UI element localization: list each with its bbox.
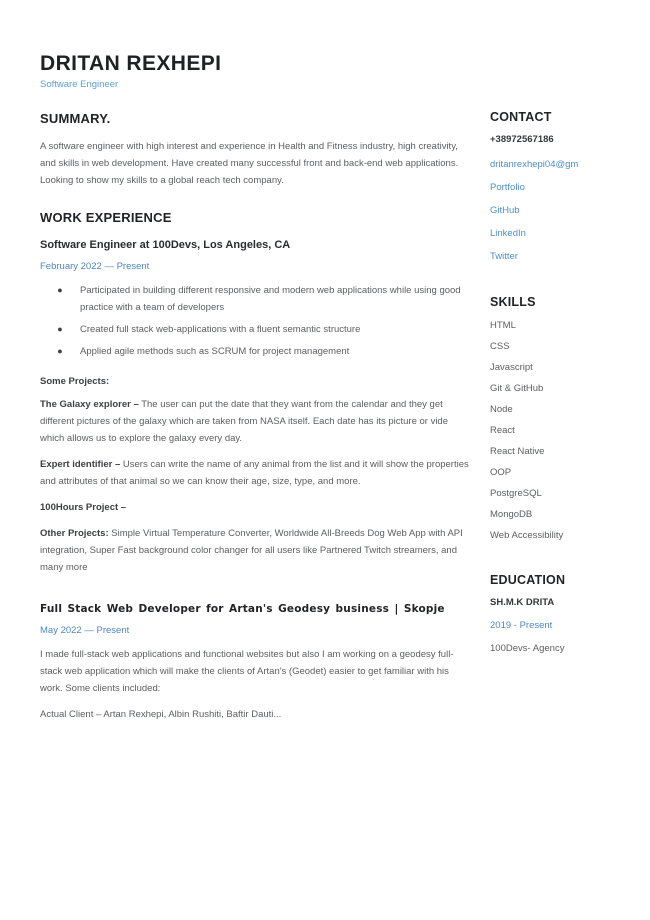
skill-item-mongodb: MongoDB [490,509,533,520]
project-text: Users can write the name of any animal from the list and it will show the properties and attributes of that animal so we can know their age, size, type, and more. [40,459,469,488]
some-projects-label: Some Projects: [40,376,110,388]
job1-title: Software Engineer at 100Devs, Los Angeles, CA [40,239,291,252]
job2-description: I made full-stack web applications and functional websites but also I am working on a geodesy full-stack web application which will make the clients of Artan's (Geodet) easier to get familiar with his work. Some clients included: [40,649,454,695]
project-text: The user can put the date that they want from the calendar and they get different pictures of the galaxy which are taken from NASA itself. Each date has its picture or vide which allows us to explore the galaxy every day. [40,399,449,445]
bullet-text: Participated in building different responsive and modern web applications while using good practice with a team of developers [80,285,461,314]
summary-text: A software engineer with high interest and experience in Health and Fitness industry, high creativity, and skills in web development. Have created many successful front and back-end web applications. Looking to show my skills to a global reach tech company. [40,141,459,187]
skill-item-react-native: React Native [490,446,545,457]
skill-item-css: CSS [490,341,510,352]
project-label: 100Hours Project – [40,502,127,514]
education-dates: 2019 - Present [490,620,553,631]
job2-title: Full Stack Web Developer for Artan's Geodesy business | Skopje [40,603,445,616]
portfolio-link[interactable]: Portfolio [490,182,525,193]
candidate-title: Software Engineer [40,79,119,91]
skill-item-oop: OOP [490,467,512,478]
job1-dates: February 2022 — Present [40,261,150,273]
skill-item-javascript: Javascript [490,362,533,373]
sidebar-column [490,110,648,920]
email-link[interactable]: dritanrexhepi04@gm [490,159,579,170]
project-expert-identifier [40,456,474,490]
bullet-icon: ● [57,324,63,335]
skills-section [490,295,648,543]
linkedin-link[interactable]: LinkedIn [490,228,526,239]
bullet-text: Created full stack web-applications with a fluent semantic structure [80,324,361,336]
project-100hours [40,499,474,516]
skill-item-html: HTML [490,320,516,331]
job2-clients: Actual Client – Artan Rexhepi, Albin Rushiti, Baftir Dauti... [40,709,282,721]
skill-item-git: Git & GitHub [490,383,544,394]
work-experience-heading: WORK EXPERIENCE [40,210,172,226]
summary-heading: SUMMARY. [40,111,111,127]
phone-number: +38972567186 [490,134,554,145]
github-link[interactable]: GitHub [490,205,520,216]
job2-dates: May 2022 — Present [40,625,130,637]
candidate-name: DRITAN REXHEPI [40,52,222,75]
bullet-icon: ● [57,285,63,296]
skills-heading: SKILLS [490,295,536,309]
skill-item-react: React [490,425,515,436]
education-heading: EDUCATION [490,573,566,587]
main-column [40,52,474,920]
bullet-text: Applied agile methods such as SCRUM for project management [80,346,350,358]
job1-bullet-list [40,282,474,360]
project-other [40,525,474,576]
education-school: SH.M.K DRITA [490,597,555,608]
contact-heading: CONTACT [490,110,552,124]
list-item [40,321,474,338]
skill-item-postgresql: PostgreSQL [490,488,542,499]
list-item [40,343,474,360]
project-text: Simple Virtual Temperature Converter, Worldwide All-Breeds Dog Web App with API integration, Super Fast background color changer for all users like Partnered Twitch streamers, and many more [40,528,463,574]
project-label: The Galaxy explorer – [40,399,139,411]
bullet-icon: ● [57,346,63,357]
twitter-link[interactable]: Twitter [490,251,518,262]
project-galaxy-explorer [40,396,474,447]
skill-item-web-accessibility: Web Accessibility [490,530,564,541]
skill-item-node: Node [490,404,513,415]
project-label: Other Projects: [40,528,109,540]
education-note: 100Devs- Agency [490,643,565,654]
list-item [40,282,474,316]
project-label: Expert identifier – [40,459,121,471]
education-section [490,573,648,654]
